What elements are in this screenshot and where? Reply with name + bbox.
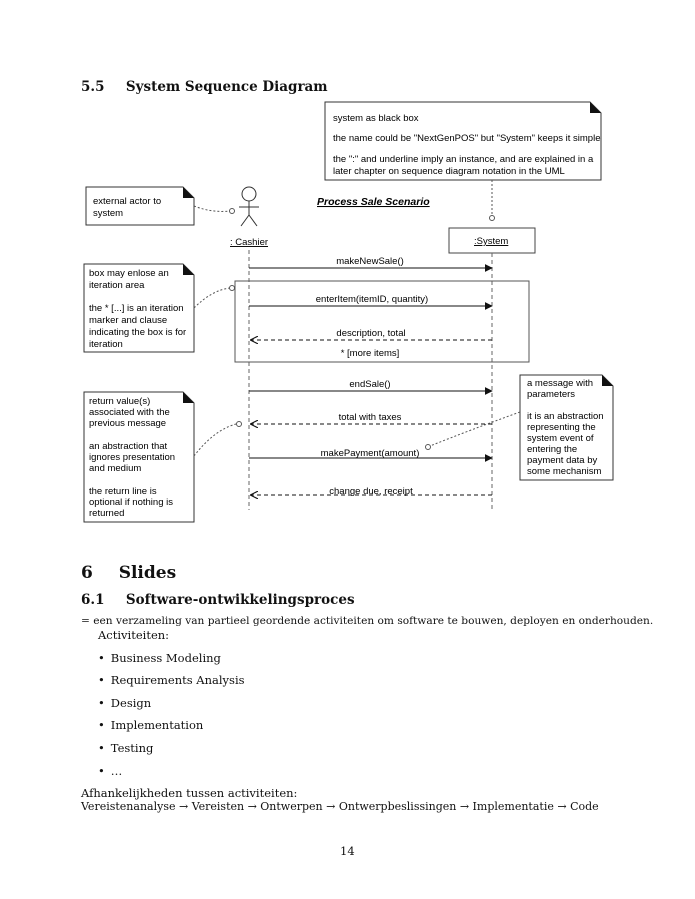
connector-circle [230,286,235,291]
list-item-label: Design [110,696,152,710]
list-item-label: Testing [110,741,154,755]
page-number: 14 [340,844,355,858]
activities-label: Activiteiten: [98,628,170,642]
note-message-line-2: parameters [527,389,576,400]
list-item-label: Implementation [110,718,204,732]
note-box-line-5: marker and clause [89,315,168,326]
note-return-line-10: optional if nothing is [89,497,173,508]
note-top-line-1: system as black box [333,113,419,124]
note-external-actor [86,187,194,225]
note-return-line-7: and medium [89,463,142,474]
note-return-line-9: the return line is [89,486,157,497]
section-heading-6 [81,563,176,583]
note-box-line-2: iteration area [89,280,145,291]
section-title: Slides [118,563,177,583]
iteration-marker: * [more items] [340,348,400,359]
message-enter-item: enterItem(itemID, quantity) [315,294,429,305]
return-description-total: description, total [336,328,406,339]
note-system-black-box [325,102,601,180]
list-item-label: Requirements Analysis [110,673,245,687]
note-message-parameters [520,375,613,480]
note-return-line-11: returned [89,508,125,519]
list-item: • Testing [98,741,154,755]
list-item: • Business Modeling [98,651,221,665]
section-title: System Sequence Diagram [125,79,328,95]
connector-circle [237,422,242,427]
note-return-line-5: an abstraction that [89,441,168,452]
message-end-sale: endSale() [349,379,391,390]
message-make-payment: makePayment(amount) [320,448,420,459]
dependencies-chain: Vereistenanalyse → Vereisten → Ontwerpen → Ontwerpbeslissingen → Implementatie → Code [81,800,599,813]
message-make-new-sale: makeNewSale() [336,256,404,267]
note-message-line-1: a message with [527,378,594,389]
note-return-line-6: ignores presentation [89,452,176,463]
note-message-line-8: payment data by [527,455,598,466]
note-box-line-4: the * [...] is an iteration [89,303,184,314]
note-box-line-7: iteration [89,339,123,350]
list-item: • Requirements Analysis [98,673,245,687]
note-top-line-4: later chapter on sequence diagram notation in the UML [333,166,565,177]
return-change-due: change due, receipt [329,486,413,497]
system-label: :System [474,236,509,247]
note-message-line-4: it is an abstraction [527,411,604,422]
section-number: 6 [81,563,93,583]
scenario-title: Process Sale Scenario [317,196,430,208]
note-return-line-1: return value(s) [89,396,151,407]
list-item-label: Business Modeling [110,651,221,665]
list-item: • Implementation [98,718,204,732]
note-message-line-9: some mechanism [527,466,602,477]
note-actor-line-1: external actor to [93,196,162,207]
section-number: 5.5 [81,79,105,95]
note-iteration-box [84,264,194,352]
note-actor-connector [194,206,230,211]
note-message-line-5: representing the [527,422,596,433]
note-return-values [84,392,194,522]
list-item: • Design [98,696,152,710]
note-top-line-2: the name could be "NextGenPOS" but "System" keeps it simple [333,133,601,144]
connector-circle [426,445,431,450]
connector-circle [490,216,495,221]
note-message-line-7: entering the [527,444,578,455]
note-box-connector [194,288,230,308]
note-message-connector [430,412,520,446]
return-total-with-taxes: total with taxes [338,412,402,423]
note-return-line-2: associated with the [89,407,170,418]
connector-circle [230,209,235,214]
actor-label: : Cashier [230,237,269,248]
note-box-line-1: box may enlose an [89,268,169,279]
actor-icon [239,187,259,226]
definition-text: = een verzameling van partieel geordende activiteiten om software te bouwen, deployen en onderhouden. [81,615,654,627]
note-message-line-6: system event of [527,433,594,444]
section-number: 6.1 [81,592,105,608]
note-return-connector [194,424,236,456]
section-heading-6-1 [81,592,355,608]
list-item: • … [98,764,123,778]
note-return-line-3: previous message [89,418,167,429]
dependencies-label: Afhankelijkheden tussen activiteiten: [81,786,298,800]
section-title: Software-ontwikkelingsproces [125,592,355,608]
note-box-line-6: indicating the box is for [89,327,187,338]
list-item-label: … [110,764,123,778]
note-actor-line-2: system [93,208,124,219]
note-top-line-3: the ":" and underline imply an instance, and are explained in a [333,154,594,165]
